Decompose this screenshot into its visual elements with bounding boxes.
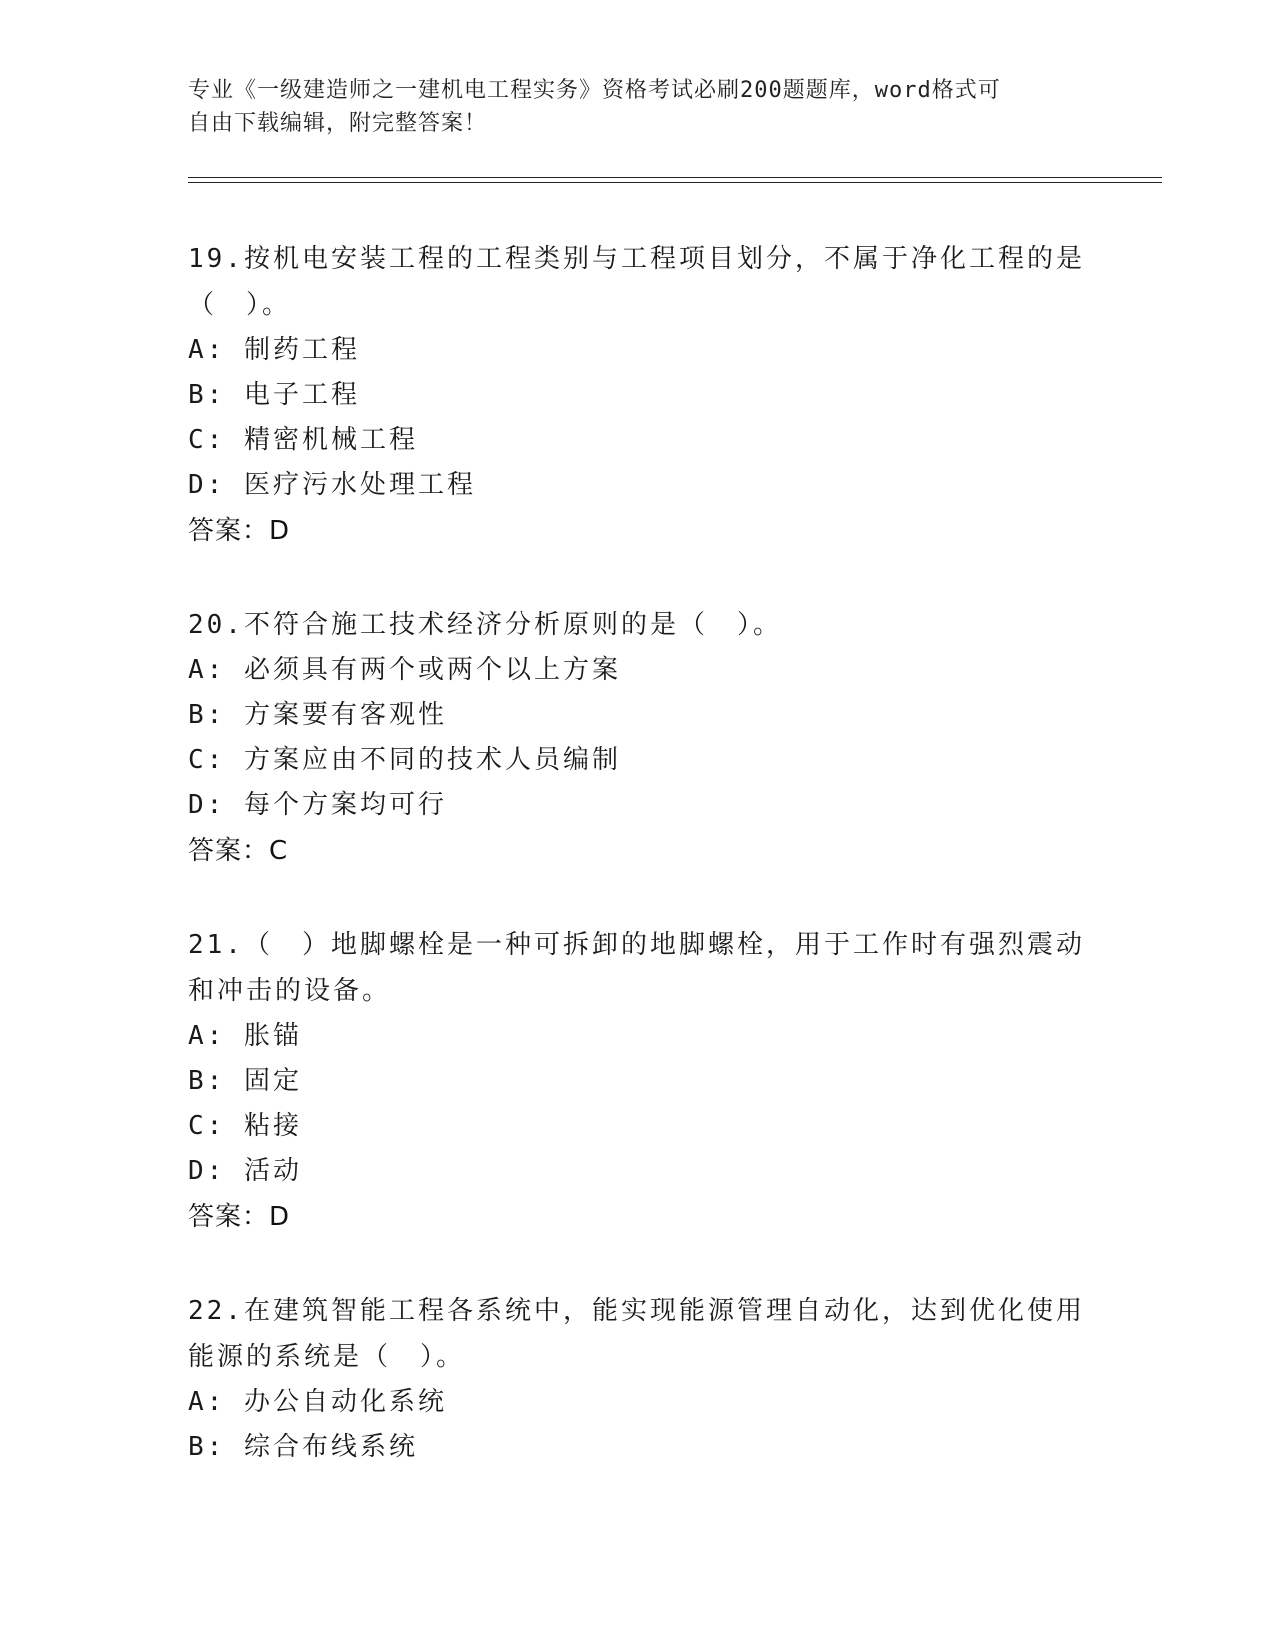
document-header (188, 74, 1088, 140)
option-d: D: 活动 (188, 1156, 302, 1186)
option-c: C: 方案应由不同的技术人员编制 (188, 745, 621, 775)
option-a: A: 胀锚 (188, 1021, 302, 1051)
answer: 答案：C (188, 836, 289, 866)
header-line-2: 自由下载编辑，附完整答案！ (188, 111, 488, 136)
header-divider-top (188, 177, 1162, 178)
header-divider-bottom (188, 182, 1162, 183)
question-22 (188, 1288, 1088, 1470)
option-b: B: 电子工程 (188, 380, 360, 410)
question-stem: 19.按机电安装工程的工程类别与工程项目划分，不属于净化工程的是（ ）。 (188, 244, 1085, 320)
option-c: C: 粘接 (188, 1111, 302, 1141)
question-stem: 21.（ ）地脚螺栓是一种可拆卸的地脚螺栓，用于工作时有强烈震动和冲击的设备。 (188, 930, 1085, 1006)
option-a: A: 办公自动化系统 (188, 1387, 447, 1417)
option-b: B: 方案要有客观性 (188, 700, 447, 730)
option-a: A: 制药工程 (188, 335, 360, 365)
option-b: B: 综合布线系统 (188, 1432, 418, 1462)
question-list (188, 236, 1088, 1517)
option-b: B: 固定 (188, 1066, 302, 1096)
question-20 (188, 602, 1088, 875)
header-line-1: 专业《一级建造师之一建机电工程实务》资格考试必刷200题题库，word格式可 (188, 78, 1001, 103)
question-stem: 22.在建筑智能工程各系统中，能实现能源管理自动化，达到优化使用能源的系统是（ ）。 (188, 1296, 1085, 1372)
question-19 (188, 236, 1088, 555)
answer: 答案：D (188, 1202, 291, 1232)
answer: 答案：D (188, 516, 291, 546)
question-21 (188, 922, 1088, 1241)
option-c: C: 精密机械工程 (188, 425, 418, 455)
question-stem: 20.不符合施工技术经济分析原则的是（ ）。 (188, 610, 782, 640)
option-a: A: 必须具有两个或两个以上方案 (188, 655, 621, 685)
option-d: D: 医疗污水处理工程 (188, 470, 476, 500)
option-d: D: 每个方案均可行 (188, 790, 447, 820)
